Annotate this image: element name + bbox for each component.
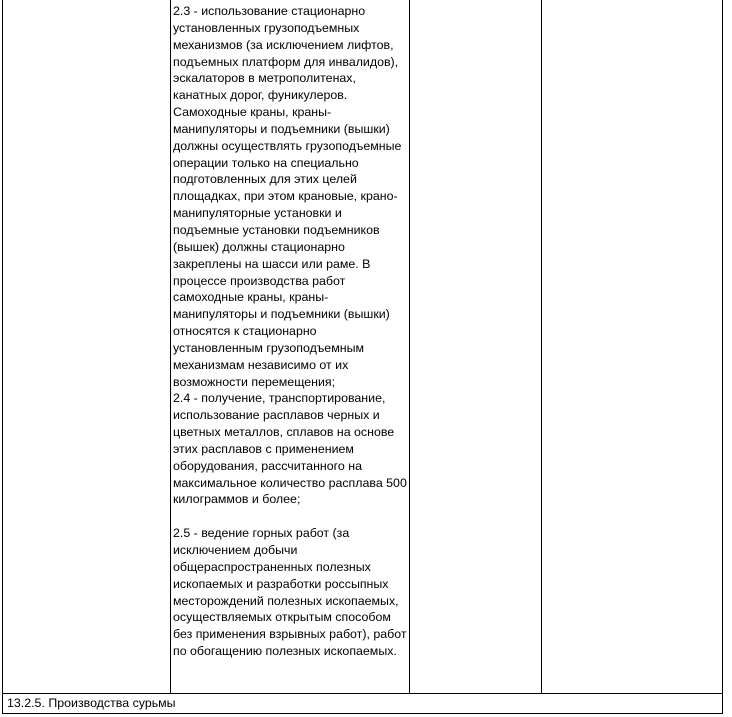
table-border-right	[722, 0, 723, 714]
table-border-bottom	[2, 713, 723, 714]
column-divider-1	[170, 0, 171, 694]
row-divider	[2, 693, 723, 694]
section-heading-row: 13.2.5. Производства сурьмы	[7, 696, 176, 710]
list-item-2-5: 2.5 - ведение горных работ (за исключением добычи общераспространенных полезных ископаемых и разработки россыпных месторождений полезных ископаемых, осуществляемых открытым способом без применения взрывных работ), работ по обогащению полезных ископаемых.	[173, 526, 407, 659]
column-divider-3	[541, 0, 542, 694]
list-item-2-4: 2.4 - получение, транспортирование, использование расплавов черных и цветных металлов, сплавов на основе этих расплавов с применением оборудования, рассчитанного на максимальное количество расплава 500 килограммов и более;	[173, 391, 407, 507]
list-item-2-3: 2.3 - использование стационарно установленных грузоподъемных механизмов (за исключением лифтов, подъемных платформ для инвалидов), эскалаторов в метрополитенах, канатных дорог, фуникулеров. Самоходные краны, краны-манипуляторы и подъемники (вышки) должны осуществлять грузоподъемные операции только на специально подготовленных для этих целей площадках, при этом крановые, крано-манипуляторные установки и подъемные установки подъемников (вышек) должны стационарно закреплены на шасси или раме. В процессе производства работ самоходные краны, краны-манипуляторы и подъемники (вышки) относятся к стационарно установленным грузоподъемным механизмам независимо от их возможности перемещения;	[173, 4, 402, 389]
blank-line	[173, 508, 409, 525]
column-divider-2	[409, 0, 410, 694]
table-border-left	[2, 0, 3, 714]
table-cell-requirements	[173, 3, 409, 660]
